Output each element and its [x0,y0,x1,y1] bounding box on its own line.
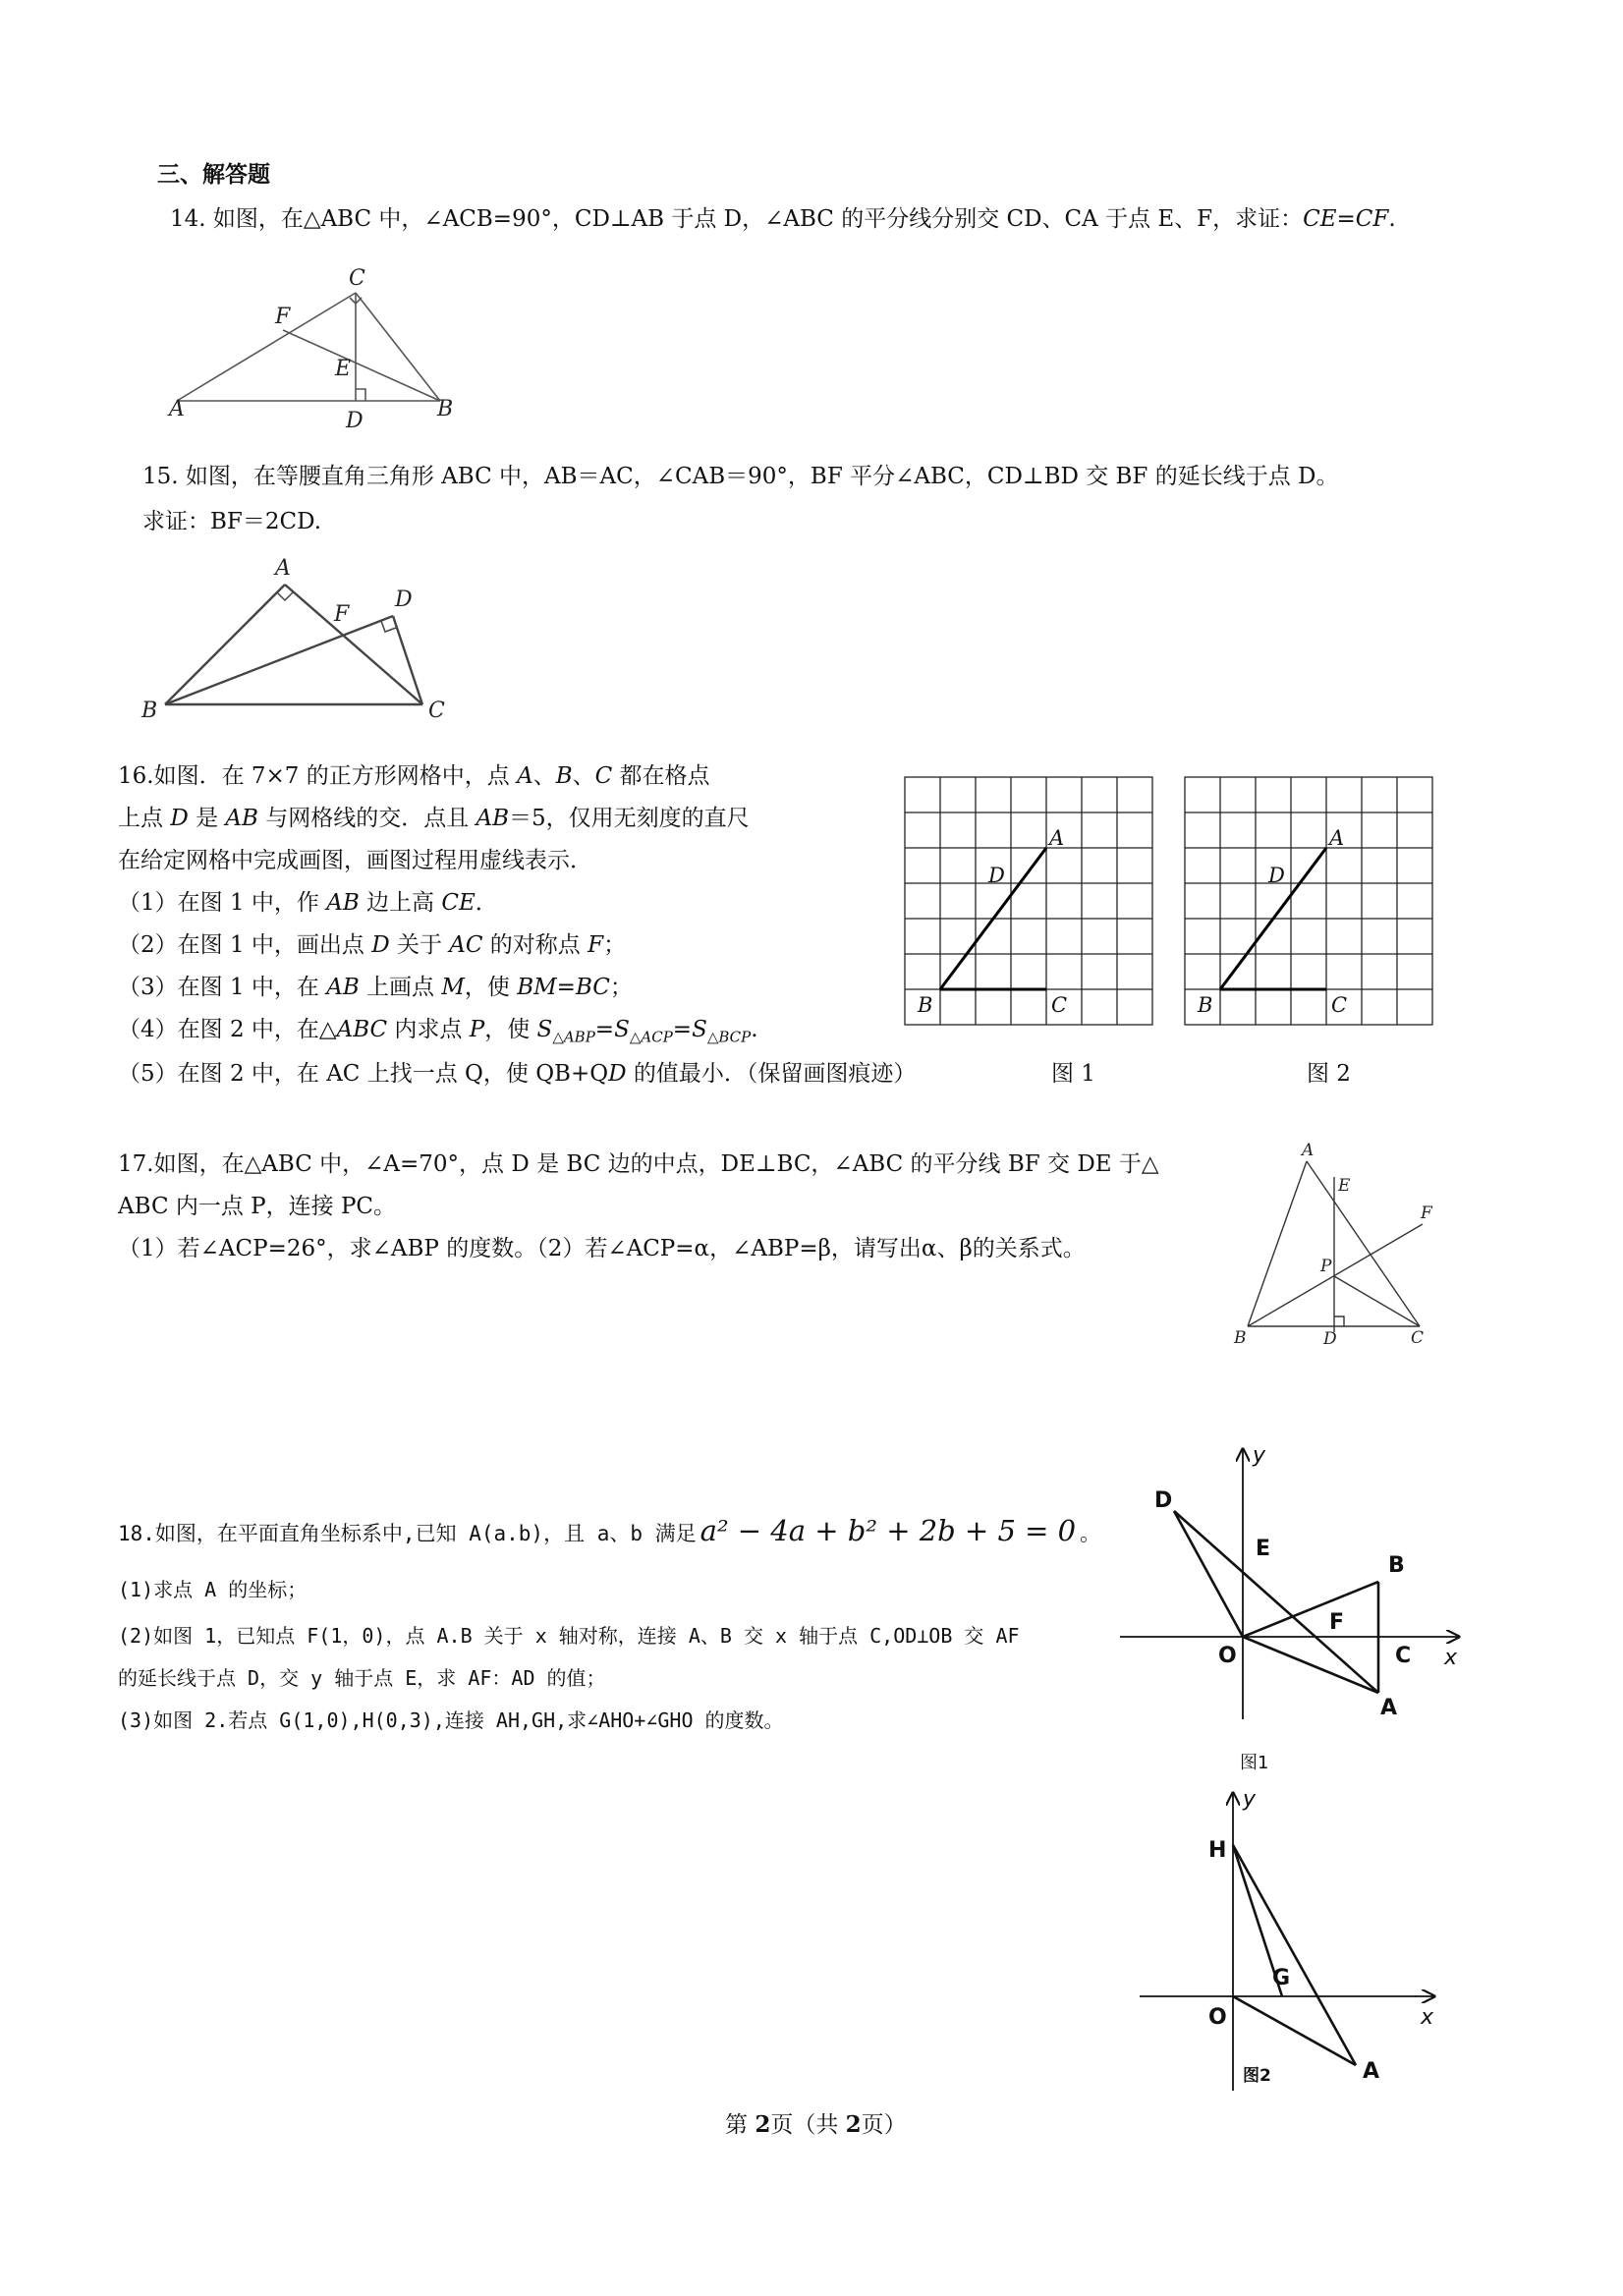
q16-i4-post: . [751,1017,758,1042]
q16-line1 [118,761,710,791]
q16-i4-s3: S [692,1017,707,1042]
q14-statement: 14. 如图，在△ABC 中，∠ACB=90°，CD⊥AB 于点 D，∠ABC 的平分线分别交 CD、CA 于点 E、F，求证： [170,206,1304,232]
q16-i5-post: 的值最小．（保留画图痕迹） [626,1061,917,1087]
q15-label-b: B [141,699,158,723]
q16-i3-mid2: ，使 [464,975,518,1000]
q17-line3: （1）若∠ACP=26°，求∠ABP 的度数。（2）若∠ACP=α，∠ABP=β，请写出α、β的关系式。 [118,1236,1086,1261]
q14-figure [157,260,481,432]
q15-figure [138,550,462,727]
q16-i4-sub2: △ACP [629,1028,673,1046]
q15-label-a: A [275,556,291,581]
q18-fig2-caption: 图2 [1243,2066,1271,2086]
q16-l2-mid2: 与网格线的交．点且 [257,806,476,831]
q16-i2-ac: AC [449,932,483,958]
page-footer [725,2110,907,2140]
q18-f1-label-o: O [1218,1644,1237,1668]
q16-item2 [118,930,626,960]
q18-f1-label-b: B [1388,1553,1405,1578]
q16-i4-sub3: △BCP [706,1028,752,1046]
q18-part3: (3)如图 2.若点 G(1,0),H(0,3),连接 AH,GH,求∠AHO+∠GHO 的度数。 [118,1708,784,1732]
q18-f2-label-a: A [1363,2059,1380,2084]
q15-label-c: C [428,699,445,723]
footer-mid: 页（共 [770,2112,846,2138]
q16-i2-f: F [588,932,604,958]
q18-part1: (1)求点 A 的坐标； [118,1578,308,1601]
q18-fig1-caption: 图1 [1240,1753,1269,1773]
q16-g1-label-c: C [1051,993,1068,1017]
q16-l1-sep2: 、 [572,763,595,789]
q16-i2-mid: 关于 [389,932,450,958]
q16-i1-pre: （1）在图 1 中，作 [118,890,327,916]
q16-i3-ab: AB [326,975,360,1000]
q16-fig2-caption: 图 2 [1307,1061,1351,1087]
q16-i2-d: D [371,932,390,958]
q16-l2-ab2: AB [476,806,510,831]
q16-grid-figure-2 [1184,776,1434,1027]
q16-g2-label-a: A [1329,826,1345,850]
q16-i3-bc: BC [575,975,610,1000]
q18-f1-label-f: F [1329,1610,1345,1635]
q17-label-d: D [1323,1329,1337,1349]
q16-i1-ab: AB [326,890,360,916]
q16-l2-post: ＝5，仅用无刻度的直尺 [509,806,750,831]
q17-label-p: P [1320,1257,1332,1276]
q17-figure [1228,1140,1454,1356]
q15-label-d: D [395,588,413,612]
q16-i2-post: ； [603,932,627,958]
q16-l2-d: D [170,806,189,831]
q16-l2-ab: AB [225,806,258,831]
q18-f1-label-y: y [1253,1443,1266,1468]
q14-label-b: B [437,397,454,421]
q16-i4-mid: 内求点 [387,1017,470,1042]
q15-label-f: F [334,602,350,627]
q14-label-e: E [335,357,352,381]
q18-f2-label-h: H [1208,1838,1227,1863]
footer-pre: 第 [725,2112,756,2138]
q17-line2: ABC 内一点 P，连接 PC。 [118,1194,397,1219]
q18-f2-label-o: O [1208,2005,1227,2030]
q18-f1-label-a: A [1380,1696,1398,1720]
q18-f1-label-d: D [1154,1488,1173,1513]
q16-line3: 在给定网格中完成画图，画图过程用虚线表示． [118,848,592,873]
q17-label-c: C [1411,1328,1425,1348]
q16-i5-d: D [608,1061,627,1087]
q17-label-f: F [1421,1204,1432,1223]
q18-part2-cont: 的延长线于点 D，交 y 轴于点 E，求 AF：AD 的值； [118,1666,606,1690]
q16-i2-mid2: 的对称点 [482,932,588,958]
q16-i1-post: ． [475,890,498,916]
q18-line1-pre: 18.如图，在平面直角坐标系中,已知 A(a.b)，且 a、b 满足 [118,1522,697,1545]
q17-label-b: B [1234,1328,1247,1348]
q16-i3-m: M [441,975,465,1000]
q16-l2-mid: 是 [188,806,226,831]
q16-g1-label-d: D [988,864,1005,887]
q16-i3-pre: （3）在图 1 中，在 [118,975,327,1000]
q16-i4-s2: S [614,1017,630,1042]
q16-l1-c: C [594,763,613,789]
q16-l1-b: B [555,763,573,789]
q16-i3-eq: = [556,975,576,1000]
q16-l1-pre: 16.如图．在 7×7 的正方形网格中，点 [118,763,518,789]
q16-l1-post: 都在格点 [612,763,710,789]
q16-item4 [118,1015,758,1052]
q16-i4-sub1: △ABP [552,1028,595,1046]
q15-line1: 15. 如图，在等腰直角三角形 ABC 中，AB＝AC，∠CAB＝90°，BF 平分∠ABC，CD⊥BD 交 BF 的延长线于点 D。 [142,464,1339,489]
q16-i4-pre: （4）在图 2 中，在△ [118,1017,337,1042]
q16-i2-pre: （2）在图 1 中，画出点 [118,932,372,958]
q16-i3-post: ； [609,975,633,1000]
footer-post: 页） [861,2112,907,2138]
q18-figure-2 [1130,1788,1444,2102]
q16-i1-ce: CE [441,890,476,916]
q16-i4-eq2: = [672,1017,693,1042]
q16-i1-mid: 边上高 [359,890,442,916]
section-header: 三、解答题 [157,161,270,188]
q14-text [170,204,1396,234]
q14-label-d: D [346,409,364,433]
q14-period: . [1388,206,1396,232]
q14-label-a: A [169,397,185,421]
q16-i4-p: P [469,1017,485,1042]
q16-i4-eq1: = [594,1017,615,1042]
q18-f1-label-c: C [1395,1644,1412,1668]
q15-line2: 求证：BF＝2CD. [142,509,322,534]
q16-i5-pre: （5）在图 2 中，在 AC 上找一点 Q，使 QB+Q [118,1061,609,1087]
q16-l2-pre: 上点 [118,806,171,831]
q18-line1 [118,1516,1100,1548]
q14-label-f: F [275,305,291,329]
q18-part2: (2)如图 1，已知点 F(1，0)，点 A.B 关于 x 轴对称，连接 A、B 交 x 轴于点 C,OD⊥OB 交 AF [118,1624,1020,1648]
footer-total-pages: 2 [845,2111,862,2138]
q16-l1-sep1: 、 [532,763,556,789]
q14-label-c: C [349,266,365,291]
q17-line1: 17.如图，在△ABC 中，∠A=70°，点 D 是 BC 边的中点，DE⊥BC，∠ABC 的平分线 BF 交 DE 于△ [118,1151,1159,1177]
q16-g2-label-d: D [1268,864,1285,887]
q18-line1-post: 。 [1080,1522,1101,1545]
q16-fig1-caption: 图 1 [1051,1061,1095,1087]
q17-label-e: E [1338,1176,1351,1196]
q18-f1-label-x: x [1444,1646,1458,1670]
q16-l1-a: A [517,763,533,789]
q16-i4-s1: S [536,1017,553,1042]
q18-f2-label-y: y [1243,1787,1257,1812]
q16-grid-figure-1 [904,776,1154,1027]
q16-g1-label-a: A [1049,826,1065,850]
q16-g2-label-b: B [1198,993,1213,1017]
q16-item1 [118,888,498,918]
q17-label-a: A [1302,1141,1315,1160]
q14-conclusion: CE=CF [1303,206,1389,232]
q18-figure-1 [1115,1444,1469,1729]
q18-f1-label-e: E [1256,1537,1271,1561]
q16-i4-mid2: ，使 [484,1017,537,1042]
q16-g1-label-b: B [918,993,933,1017]
q18-equation: a² − 4a + b² + 2b + 5 = 0 [700,1514,1077,1547]
q16-i4-abc: ABC [336,1017,388,1042]
q16-item5 [118,1059,916,1089]
q18-f2-label-g: G [1272,1966,1291,1990]
q16-i3-bm: BM [517,975,557,1000]
q16-g2-label-c: C [1331,993,1348,1017]
q16-item3 [118,973,633,1002]
q18-f2-label-x: x [1421,2005,1434,2030]
q16-line2 [118,804,750,833]
q16-i3-mid: 上画点 [359,975,442,1000]
footer-page-number: 2 [755,2111,771,2138]
